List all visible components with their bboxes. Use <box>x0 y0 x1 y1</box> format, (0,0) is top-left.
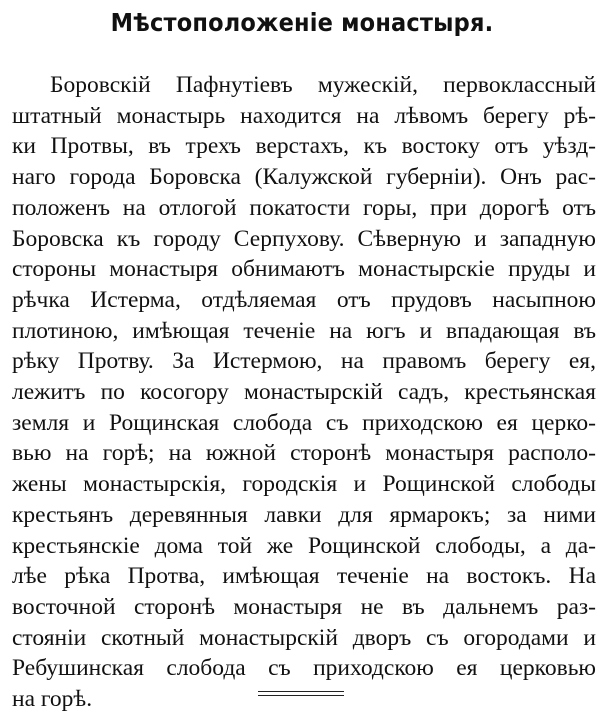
paragraph-line: штатный монастырь находится на лѣвомъ берегу рѣ- <box>12 102 596 129</box>
section-divider-bottom <box>258 695 344 696</box>
page-title: Мѣстоположеніе монастыря. <box>110 8 494 37</box>
paragraph-line: плотиною, имѣющая теченіе на югъ и впадающая въ <box>12 317 596 344</box>
paragraph-line: стороны монастыря обнимаютъ монастырскіе пруды и <box>12 256 596 283</box>
paragraph-line: восточной сторонѣ монастыря не въ дальнемъ раз- <box>12 593 596 620</box>
paragraph-line: рѣку Протву. За Истермою, на правомъ берегу ея, <box>12 348 596 375</box>
paragraph-line: на горѣ. <box>12 686 93 713</box>
paragraph-line: лежитъ по косогору монастырскій садъ, крестьянская <box>12 379 596 406</box>
paragraph-line: Боровскій Пафнутіевъ мужескій, первоклассный <box>50 72 596 98</box>
paragraph-line: крестьянскіе дома той же Рощинской слободы, а да- <box>12 532 596 559</box>
paragraph-line: ки Протвы, въ трехъ верстахъ, къ востоку отъ уѣзд- <box>12 133 596 160</box>
paragraph-line: жены монастырскія, городскія и Рощинской слободы <box>12 471 596 498</box>
paragraph-line: земля и Рощинская слобода съ приходскою ея церко- <box>12 409 596 436</box>
paragraph-line: рѣчка Истерма, отдѣляемая отъ прудовъ насыпною <box>12 286 596 313</box>
paragraph-line: вью на горѣ; на южной сторонѣ монастыря располо- <box>12 440 596 467</box>
paragraph-line: положенъ на отлогой покатости горы, при дорогѣ отъ <box>12 194 596 221</box>
paragraph-line: Ребушинская слобода съ приходскою ея церковью <box>12 655 596 682</box>
section-divider-top <box>258 691 344 692</box>
paragraph-line: стояніи скотный монастырскій дворъ съ огородами и <box>12 624 596 651</box>
paragraph-line: лѣе рѣка Протва, имѣющая теченіе на востокъ. На <box>12 563 596 590</box>
paragraph-line: наго города Боровска (Калужской губерніи). Онъ рас- <box>12 164 596 191</box>
paragraph-line: крестьянъ деревянныя лавки для ярмарокъ; за ними <box>12 501 596 528</box>
paragraph-line: Боровска къ городу Серпухову. Сѣверную и западную <box>12 225 596 252</box>
body-paragraph <box>12 70 596 715</box>
